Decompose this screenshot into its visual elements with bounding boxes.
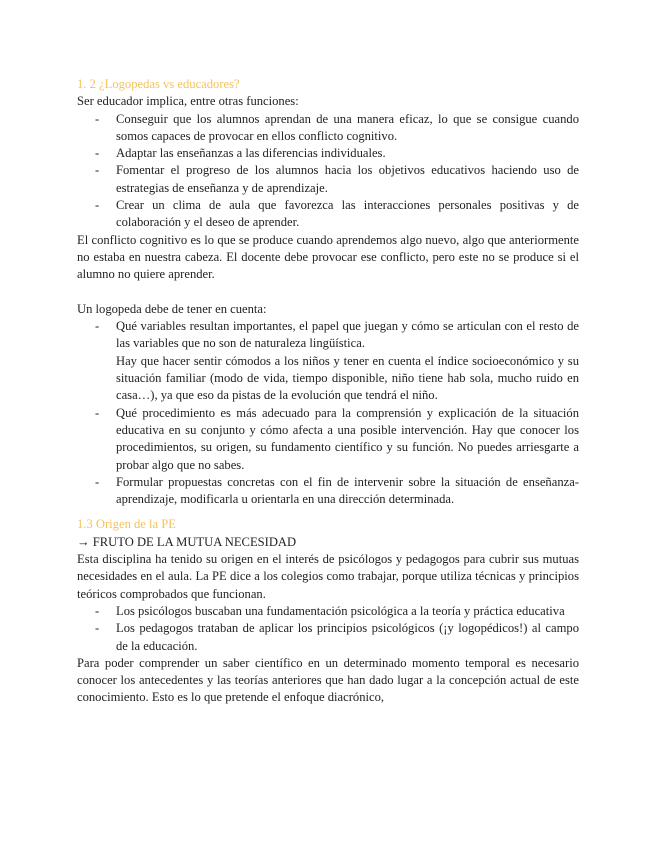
section1-intro: Ser educador implica, entre otras funciones: [77,94,299,109]
list-item: - Fomentar el progreso de los alumnos hacia los objetivos educativos haciendo uso de estrategias de enseñanza y de aprendizaje. [95,163,579,195]
educator-functions-list [77,111,579,232]
arrow-right-icon: → [77,534,90,549]
logopeda-considerations-list-cont [77,405,579,509]
list-item: - Conseguir que los alumnos aprendan de una manera eficaz, lo que se consigue cuando somos capaces de provocar en ellos conflicto cognitivo. [95,111,579,143]
dash-bullet: - [95,405,100,420]
cognitive-conflict-paragraph: El conflicto cognitivo es lo que se produce cuando aprendemos algo nuevo, algo que anteriormente no estaba en nuestra cabeza. El docente debe provocar ese conflicto, pero este no se produce si el alumno no quiere aprender. [77,232,579,282]
diachronic-paragraph: Para poder comprender un saber científico en un determinado momento temporal es necesario conocer los antecedentes y las teorías anteriores que han dado lugar a la concepción actual de este conocimiento. Esto es lo que pretende el enfoque diacrónico, [77,655,579,705]
list-item: - Los pedagogos trataban de aplicar los principios psicológicos (¡y logopédicos!) al campo de la educación. [95,621,579,653]
subheading: FRUTO DE LA MUTUA NECESIDAD [92,534,297,549]
list-item: - Crear un clima de aula que favorezca las interacciones personales positivas y de colaboración y el deseo de aprender. [95,198,579,230]
list-item: - Adaptar las enseñanzas a las diferencias individuales. [77,145,579,162]
list-item: - Qué procedimiento es más adecuado para la comprensión y explicación de la situación educativa en su conjunto y cómo afecta a una posible intervención. Hay que conocer los procedimientos, su origen, su fundamento científico y su función. No puedes arriesgarte a probar algo que no sabes. [95,405,579,472]
dash-bullet: - [95,621,100,636]
subheading-line [77,534,579,551]
logopeda-considerations-list [77,318,579,353]
dash-bullet: - [95,319,100,334]
dash-bullet: - [95,198,100,213]
section-heading-logopedas: 1. 2 ¿Logopedas vs educadores? [77,77,240,91]
section-heading-origen: 1.3 Origen de la PE [77,517,176,532]
origin-paragraph: Esta disciplina ha tenido su origen en el interés de psicólogos y pedagogos para cubrir sus mutuas necesidades en el aula. La PE dice a los colegios como trabajar, porque utiliza técnicas y principios teóricos comprobados que funcionan. [77,552,579,601]
document-page [77,76,579,707]
dash-bullet: - [95,603,100,618]
dash-bullet: - [95,474,100,489]
list-item: - Formular propuestas concretas con el fin de intervenir sobre la situación de enseñanza-aprendizaje, modificarla u orientarla en una dirección determinada. [95,474,579,507]
dash-bullet: - [95,111,100,126]
origin-list [77,603,579,655]
list-item: - Qué variables resultan importantes, el papel que juegan y cómo se articulan con el resto de las variables que no son de naturaleza lingüística. [95,319,579,351]
dash-bullet: - [95,146,100,161]
list-item: - Los psicólogos buscaban una fundamentación psicológica a la teoría y práctica educativa [77,603,579,620]
logopeda-intro: Un logopeda debe de tener en cuenta: [77,301,267,316]
list-item-continuation: Hay que hacer sentir cómodos a los niños y tener en cuenta el índice socioeconómico y su situación familiar (modo de vida, tiempo disponible, niño tiene hab sola, mucho ruido en casa…), ya que eso da pistas de la evolución que tendrá el niño. [116,353,579,403]
dash-bullet: - [95,163,100,178]
